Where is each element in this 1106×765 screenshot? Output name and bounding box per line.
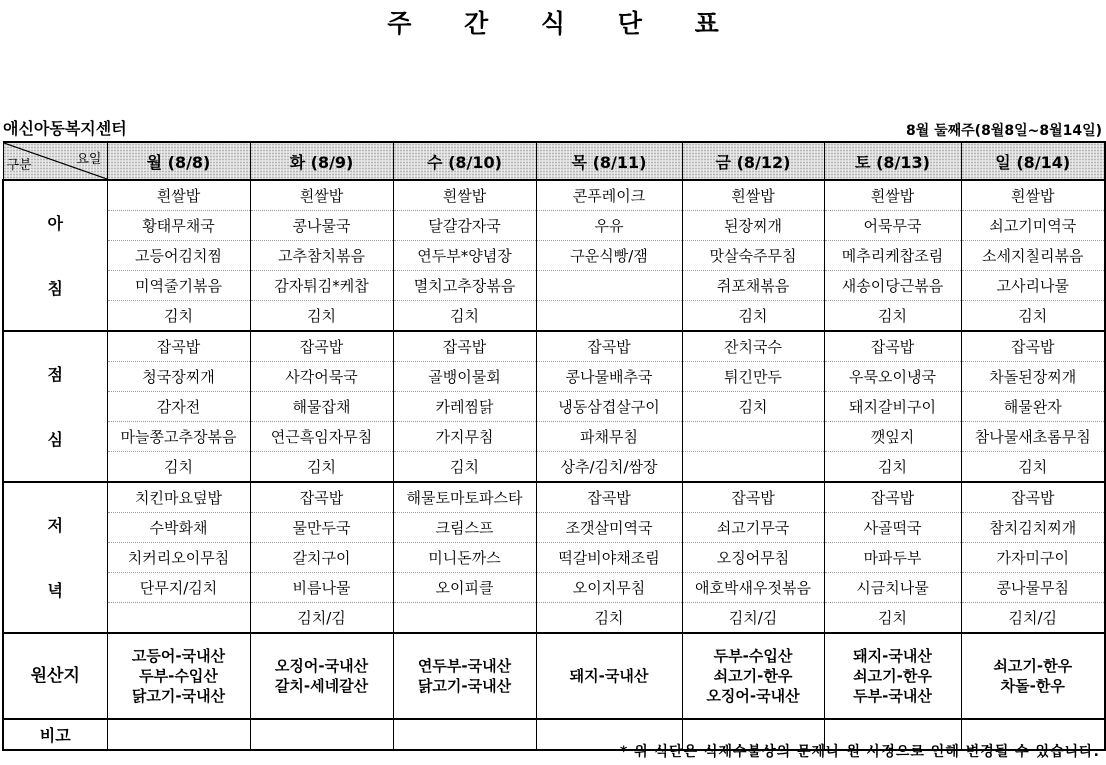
menu-item: 감자튀김*케찹: [250, 271, 393, 301]
menu-item: 차돌된장찌개: [961, 362, 1105, 392]
menu-item: 해물잡채: [250, 392, 393, 422]
meal-row: [3, 362, 1105, 392]
menu-item: 수박화채: [107, 513, 250, 543]
remark-cell: [107, 719, 250, 750]
menu-item: 김치: [250, 301, 393, 332]
menu-item: 시금치나물: [824, 573, 961, 603]
meal-row: [3, 331, 1105, 362]
menu-item: 흰쌀밥: [393, 180, 536, 211]
menu-item: 치킨마요덮밥: [107, 482, 250, 513]
menu-item: 가자미구이: [961, 543, 1105, 573]
menu-item: 새송이당근볶음: [824, 271, 961, 301]
day-header: 일 (8/14): [961, 142, 1105, 180]
origin-cell: [682, 633, 824, 719]
menu-item: 콩나물배추국: [536, 362, 682, 392]
menu-item: 소세지칠리볶음: [961, 241, 1105, 271]
origin-line: 갈치-세네갈산: [274, 677, 369, 695]
origin-line: 고등어-국내산: [131, 647, 226, 665]
page-title: 주 간 식 단 표: [387, 9, 741, 38]
menu-item: 잡곡밥: [536, 331, 682, 362]
meal-label-bottom: 침: [47, 279, 63, 298]
corner-cell: [3, 142, 107, 180]
menu-item: 청국장찌개: [107, 362, 250, 392]
meal-row: [3, 180, 1105, 211]
day-header: 금 (8/12): [682, 142, 824, 180]
menu-item: 해물토마토파스타: [393, 482, 536, 513]
header-row: [3, 142, 1105, 180]
origin-line: 닭고기-국내산: [131, 687, 226, 705]
corner-label-day: 요일: [76, 152, 102, 167]
menu-item: 해물완자: [961, 392, 1105, 422]
origin-line: 오징어-국내산: [274, 657, 369, 675]
menu-item: 구운식빵/잼: [536, 241, 682, 271]
origin-cell: [107, 633, 250, 719]
menu-item: 크림스프: [393, 513, 536, 543]
menu-item: 김치: [682, 392, 824, 422]
menu-item: 콩나물국: [250, 211, 393, 241]
menu-item: 우유: [536, 211, 682, 241]
menu-item: 잡곡밥: [536, 482, 682, 513]
menu-item: 쥐포채볶음: [682, 271, 824, 301]
menu-item: 잔치국수: [682, 331, 824, 362]
menu-item: 김치: [961, 452, 1105, 483]
origin-cell: [250, 633, 393, 719]
menu-item: 흰쌀밥: [824, 180, 961, 211]
menu-item: 멸치고추장볶음: [393, 271, 536, 301]
menu-item: 맛살숙주무침: [682, 241, 824, 271]
menu-item: 갈치구이: [250, 543, 393, 573]
menu-item: 황태무채국: [107, 211, 250, 241]
menu-item: [682, 422, 824, 452]
menu-item: 카레찜닭: [393, 392, 536, 422]
meal-row: [3, 573, 1105, 603]
menu-item: 미역줄기볶음: [107, 271, 250, 301]
menu-item: 오이피클: [393, 573, 536, 603]
origin-line: 닭고기-국내산: [417, 677, 512, 695]
origin-line: 연두부-국내산: [417, 657, 512, 675]
menu-item: 잡곡밥: [393, 331, 536, 362]
remark-cell: [393, 719, 536, 750]
menu-item: 고추참치볶음: [250, 241, 393, 271]
menu-item: 애호박새우젓볶음: [682, 573, 824, 603]
menu-item: 잡곡밥: [250, 482, 393, 513]
meal-row: [3, 513, 1105, 543]
day-header: 수 (8/10): [393, 142, 536, 180]
menu-item: 가지무침: [393, 422, 536, 452]
menu-item: 김치: [824, 603, 961, 634]
origin-cell: [536, 633, 682, 719]
weekly-menu-table: [2, 141, 1106, 751]
menu-item: 단무지/김치: [107, 573, 250, 603]
menu-item: 김치/김: [682, 603, 824, 634]
meal-label: [3, 180, 107, 331]
menu-item: 흰쌀밥: [107, 180, 250, 211]
menu-item: 김치: [961, 301, 1105, 332]
menu-item: 오이지무침: [536, 573, 682, 603]
menu-item: 사골떡국: [824, 513, 961, 543]
meal-label-top: 저: [47, 516, 63, 535]
menu-item: 잡곡밥: [250, 331, 393, 362]
menu-item: 마늘쫑고추장볶음: [107, 422, 250, 452]
menu-item: 콘푸레이크: [536, 180, 682, 211]
menu-item: 김치: [393, 301, 536, 332]
menu-item: 김치: [536, 603, 682, 634]
menu-item: 고사리나물: [961, 271, 1105, 301]
center-name: 애신아동복지센터: [3, 119, 127, 138]
origin-line: 오징어-국내산: [706, 687, 800, 705]
menu-item: 달걀감자국: [393, 211, 536, 241]
origin-line: 돼지-국내산: [853, 647, 932, 665]
origin-line: 쇠고기-한우: [993, 657, 1073, 675]
menu-item: 물만두국: [250, 513, 393, 543]
menu-item: 돼지갈비구이: [824, 392, 961, 422]
menu-item: 잡곡밥: [682, 482, 824, 513]
menu-item: [682, 452, 824, 483]
day-header: 월 (8/8): [107, 142, 250, 180]
menu-item: 잡곡밥: [107, 331, 250, 362]
origin-cell: [961, 633, 1105, 719]
meal-row: [3, 422, 1105, 452]
menu-item: 잡곡밥: [961, 331, 1105, 362]
menu-item: 잡곡밥: [961, 482, 1105, 513]
remark-label: 비고: [3, 719, 107, 750]
menu-item: [107, 603, 250, 634]
menu-item: 참나물새초롬무침: [961, 422, 1105, 452]
menu-item: [536, 301, 682, 332]
meal-row: [3, 452, 1105, 483]
origin-line: 차돌-한우: [1000, 677, 1065, 695]
menu-item: 흰쌀밥: [682, 180, 824, 211]
menu-item: 파채무침: [536, 422, 682, 452]
menu-item: 비름나물: [250, 573, 393, 603]
meal-label-bottom: 심: [47, 430, 63, 449]
menu-item: 흰쌀밥: [961, 180, 1105, 211]
menu-item: 김치: [393, 452, 536, 483]
meal-row: [3, 603, 1105, 634]
origin-line: 두부-수입산: [139, 667, 218, 685]
menu-item: 미니돈까스: [393, 543, 536, 573]
menu-item: 잡곡밥: [824, 331, 961, 362]
menu-item: 어묵무국: [824, 211, 961, 241]
origin-line: 쇠고기-한우: [713, 667, 793, 685]
origin-line: 두부-국내산: [853, 687, 932, 705]
menu-item: 튀긴만두: [682, 362, 824, 392]
meal-row: [3, 241, 1105, 271]
meal-row: [3, 271, 1105, 301]
menu-item: 쇠고기미역국: [961, 211, 1105, 241]
menu-item: 메추리케찹조림: [824, 241, 961, 271]
meal-row: [3, 543, 1105, 573]
origin-line: 두부-수입산: [713, 647, 793, 665]
meal-row: [3, 211, 1105, 241]
menu-item: 오징어무침: [682, 543, 824, 573]
meal-label-bottom: 녁: [47, 581, 63, 600]
menu-item: 김치/김: [250, 603, 393, 634]
day-header: 화 (8/9): [250, 142, 393, 180]
meal-row: [3, 482, 1105, 513]
menu-item: 우묵오이냉국: [824, 362, 961, 392]
origin-line: 돼지-국내산: [569, 667, 649, 685]
menu-item: 김치: [682, 301, 824, 332]
menu-item: 떡갈비야채조림: [536, 543, 682, 573]
menu-item: 김치: [250, 452, 393, 483]
menu-item: 치커리오이무침: [107, 543, 250, 573]
origin-row: [3, 633, 1105, 719]
menu-item: 김치: [107, 452, 250, 483]
menu-item: 잡곡밥: [824, 482, 961, 513]
remark-cell: [250, 719, 393, 750]
week-range: 8월 둘째주(8월8일~8월14일): [905, 123, 1102, 139]
menu-item: 연두부*양념장: [393, 241, 536, 271]
menu-item: 마파두부: [824, 543, 961, 573]
menu-item: 쇠고기무국: [682, 513, 824, 543]
menu-item: 조갯살미역국: [536, 513, 682, 543]
meal-label: [3, 331, 107, 482]
menu-item: 깻잎지: [824, 422, 961, 452]
menu-item: 사각어묵국: [250, 362, 393, 392]
menu-item: 냉동삼겹살구이: [536, 392, 682, 422]
day-header: 목 (8/11): [536, 142, 682, 180]
menu-item: 콩나물무침: [961, 573, 1105, 603]
menu-item: 김치/김: [961, 603, 1105, 634]
day-header: 토 (8/13): [824, 142, 961, 180]
menu-item: 흰쌀밥: [250, 180, 393, 211]
footnote: * 위 식단은 식재수불상의 문제나 원 사정으로 인해 변경될 수 있습니다.: [619, 744, 1100, 760]
origin-label: 원산지: [3, 633, 107, 719]
menu-item: 된장찌개: [682, 211, 824, 241]
menu-item: 감자전: [107, 392, 250, 422]
menu-item: 연근흑임자무침: [250, 422, 393, 452]
menu-item: 김치: [824, 452, 961, 483]
menu-item: 김치: [107, 301, 250, 332]
menu-item: 골뱅이물회: [393, 362, 536, 392]
menu-item: [393, 603, 536, 634]
menu-item: 상추/김치/쌈장: [536, 452, 682, 483]
meal-row: [3, 301, 1105, 332]
origin-cell: [393, 633, 536, 719]
menu-item: 고등어김치찜: [107, 241, 250, 271]
meal-label-top: 점: [47, 365, 63, 384]
meal-label-top: 아: [47, 214, 63, 233]
menu-item: 김치: [824, 301, 961, 332]
origin-cell: [824, 633, 961, 719]
menu-item: 참치김치찌개: [961, 513, 1105, 543]
menu-item: [536, 271, 682, 301]
meal-row: [3, 392, 1105, 422]
origin-line: 쇠고기-한우: [853, 667, 932, 685]
meal-label: [3, 482, 107, 633]
corner-label-category: 구분: [6, 158, 32, 173]
